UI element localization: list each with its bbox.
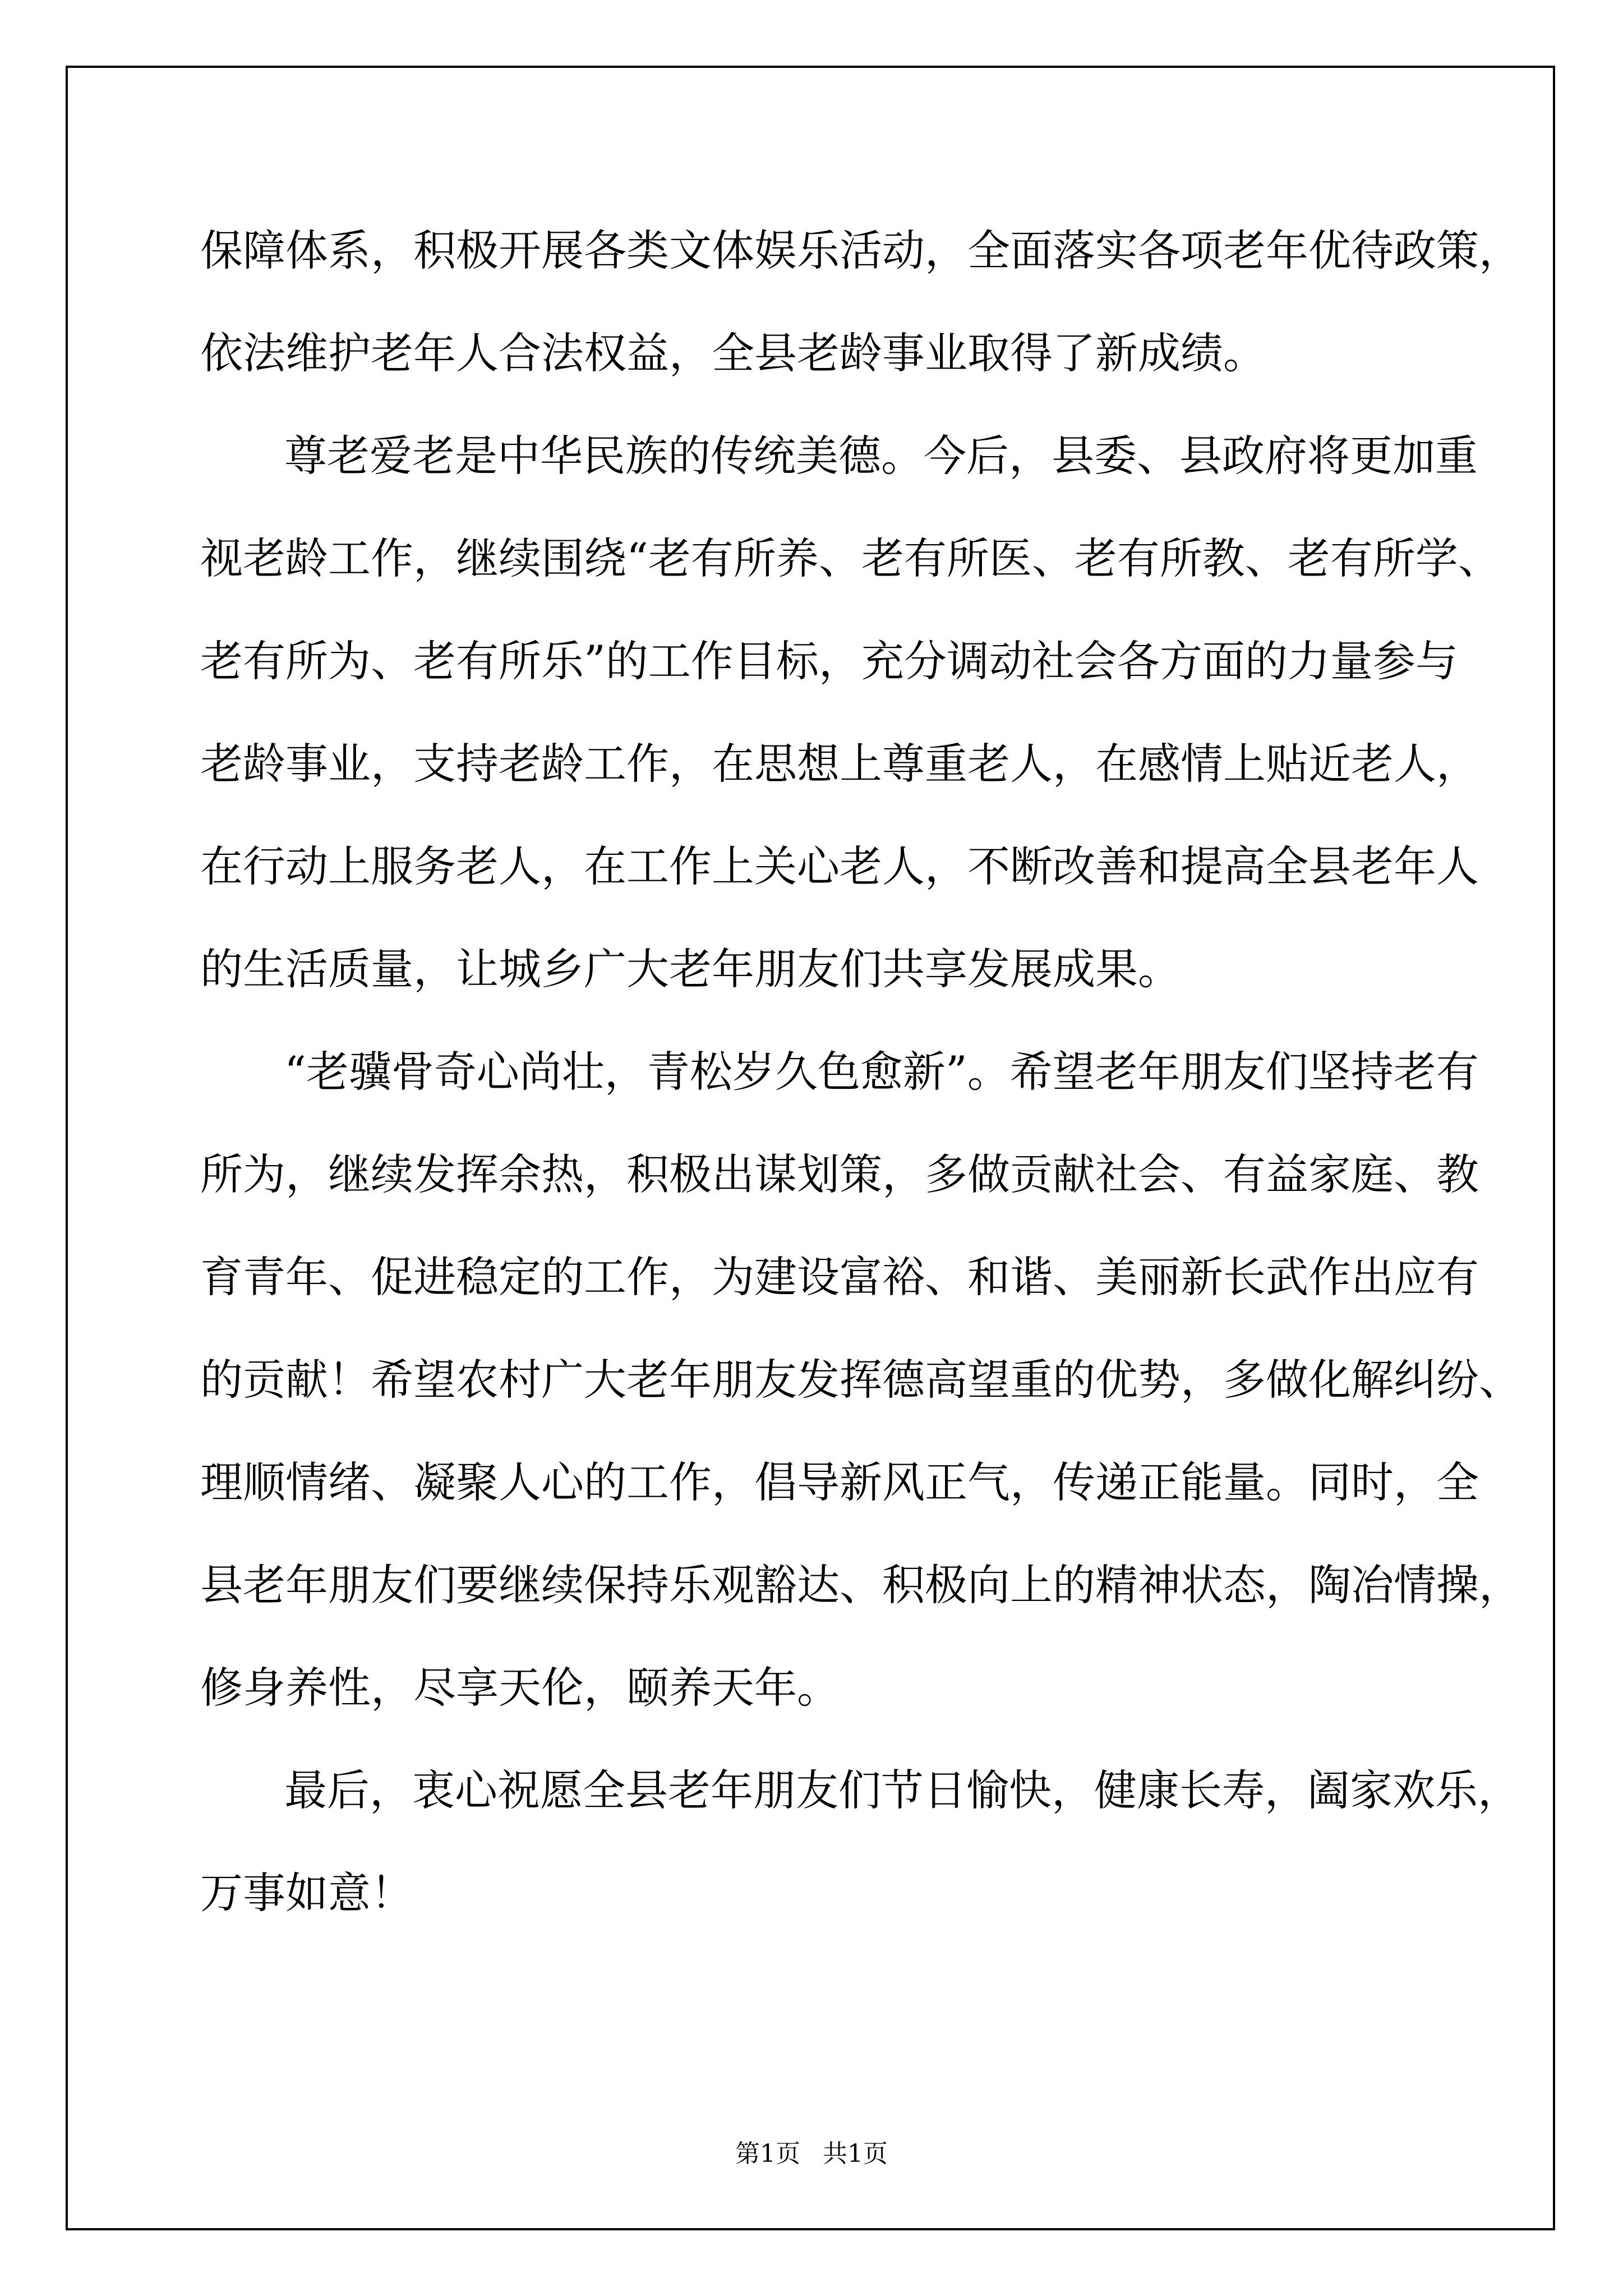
page-number: 第1页 — [735, 2139, 800, 2168]
text-line: 的贡献！希望农村广大老年朋友发挥德高望重的优势，多做化解纠纷、 — [200, 1355, 1521, 1405]
text-line: 视老龄工作，继续围绕“老有所养、老有所医、老有所教、老有所学、 — [200, 533, 1501, 583]
text-line: 在行动上服务老人，在工作上关心老人，不断改善和提高全县老年人 — [200, 841, 1479, 891]
page-footer — [0, 2137, 1623, 2171]
text-line: 尊老爱老是中华民族的传统美德。今后，县委、县政府将更加重 — [284, 431, 1478, 481]
text-line: 的生活质量，让城乡广大老年朋友们共享发展成果。 — [200, 944, 1181, 994]
document-body — [200, 199, 1521, 1944]
text-line: “老骥骨奇心尚壮，青松岁久色愈新”。希望老年朋友们坚持老有 — [284, 1047, 1479, 1097]
text-line: 育青年、促进稳定的工作，为建设富裕、和谐、美丽新长武作出应有 — [200, 1252, 1479, 1302]
text-line: 保障体系，积极开展各类文体娱乐活动，全面落实各项老年优待政策， — [200, 226, 1521, 275]
text-line: 县老年朋友们要继续保持乐观豁达、积极向上的精神状态，陶冶情操， — [200, 1560, 1521, 1610]
text-line: 老龄事业，支持老龄工作，在思想上尊重老人，在感情上贴近老人， — [200, 739, 1479, 789]
text-line: 理顺情绪、凝聚人心的工作，倡导新风正气，传递正能量。同时，全 — [200, 1457, 1479, 1507]
text-line: 所为，继续发挥余热，积极出谋划策，多做贡献社会、有益家庭、教 — [200, 1149, 1479, 1199]
text-line: 最后，衷心祝愿全县老年朋友们节日愉快，健康长寿，阖家欢乐， — [284, 1765, 1520, 1815]
text-line: 依法维护老年人合法权益，全县老龄事业取得了新成绩。 — [200, 328, 1266, 378]
text-line: 万事如意！ — [200, 1868, 413, 1918]
text-line: 修身养性，尽享天伦，颐养天年。 — [200, 1663, 840, 1713]
text-line: 老有所为、老有所乐”的工作目标，充分调动社会各方面的力量参与 — [200, 636, 1458, 686]
page-total: 共1页 — [823, 2139, 888, 2168]
